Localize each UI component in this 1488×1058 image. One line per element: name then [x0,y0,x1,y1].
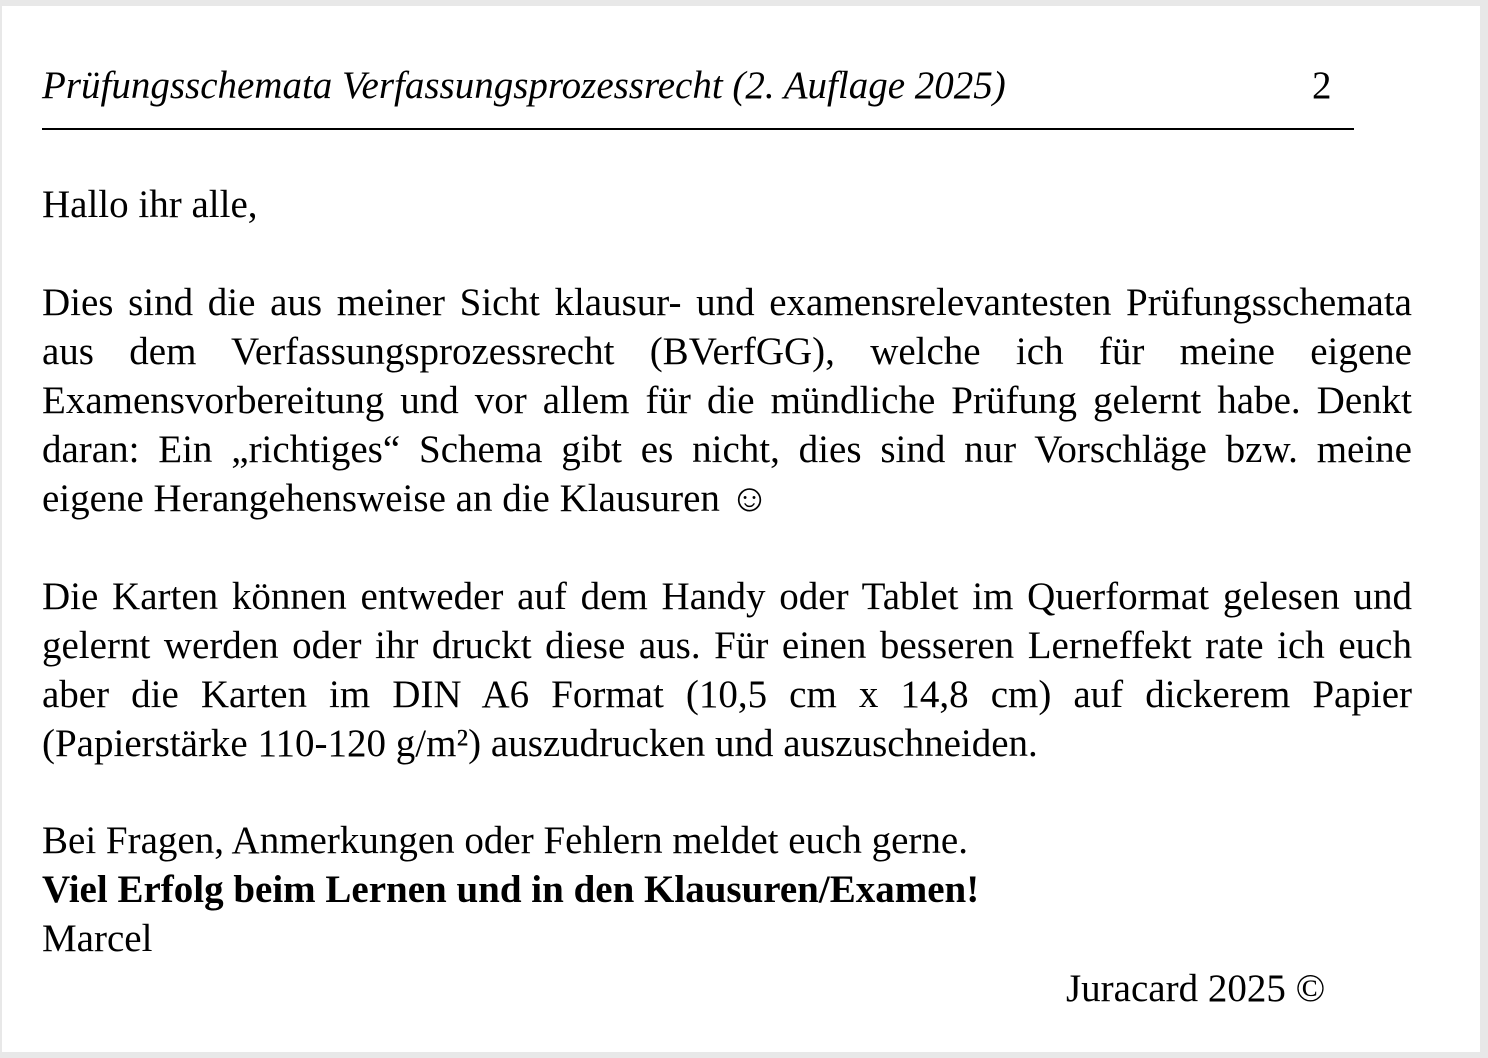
signature: Marcel [42,917,153,960]
page-number: 2 [1312,64,1332,107]
page-header [42,62,1354,130]
closing-block [42,816,1412,963]
questions-line: Bei Fragen, Anmerkungen oder Fehlern meldet euch gerne. [42,819,968,862]
greeting: Hallo ihr alle, [42,183,258,226]
printing-paragraph: Die Karten können entweder auf dem Handy oder Tablet im Querformat gelesen und gelernt werden oder ihr druckt diese aus. Für einen besseren Lerneffekt rate ich euch aber die Karten im DIN A6 Format (10,5 cm x 14,8 cm) auf dickerem Papier (Papierstärke 110-120 g/m²) auszudrucken und auszuschneiden. [42,575,1412,765]
intro-paragraph: Dies sind die aus meiner Sicht klausur- und examensrelevantesten Prüfungsschemata aus dem Verfassungsprozessrecht (BVerfGG), welche ich für meine eigene Examensvorbereitung und vor allem für die mündliche Prüfung gelernt habe. Denkt daran: Ein „richtiges“ Schema gibt es nicht, dies sind nur Vorschläge bzw. meine eigene Herangehensweise an die Klausuren ☺ [42,281,1412,520]
document-title: Prüfungsschemata Verfassungsprozessrecht (2. Auflage 2025) [42,64,1006,107]
copyright-footer: Juracard 2025 © [1066,967,1326,1010]
good-luck-line: Viel Erfolg beim Lernen und in den Klausuren/Examen! [42,868,980,911]
